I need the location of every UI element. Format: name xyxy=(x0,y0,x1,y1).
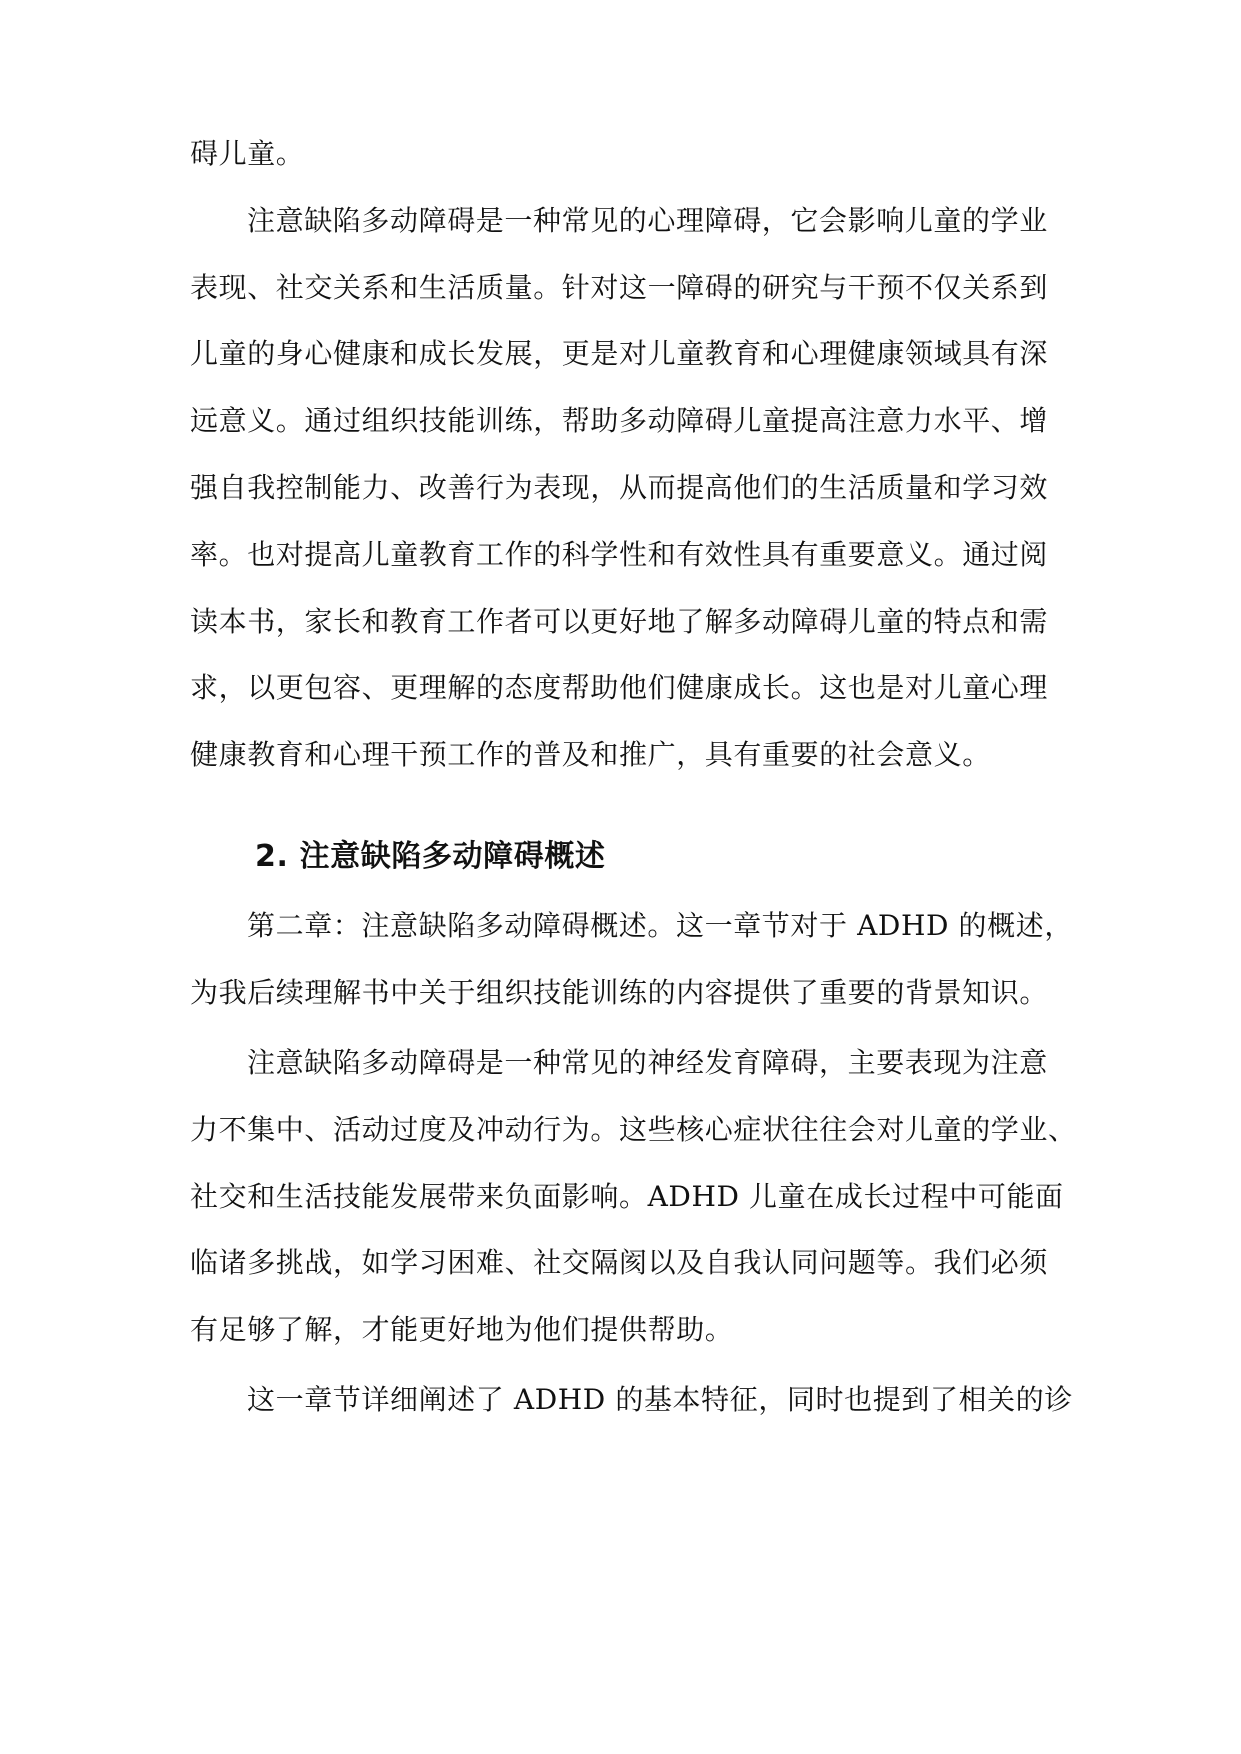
body-text-line: 强自我控制能力、改善行为表现，从而提高他们的生活质量和学习效 xyxy=(190,471,1049,504)
body-text-line: 有足够了解，才能更好地为他们提供帮助。 xyxy=(190,1313,734,1346)
section-heading: 2. 注意缺陷多动障碍概述 xyxy=(255,839,606,874)
body-text-line: 临诸多挑战，如学习困难、社交隔阂以及自我认同问题等。我们必须 xyxy=(190,1246,1049,1279)
body-text-line: 碍儿童。 xyxy=(190,137,305,170)
paragraph-first-line: 注意缺陷多动障碍是一种常见的神经发育障碍，主要表现为注意 xyxy=(247,1046,1048,1079)
body-text-line: 健康教育和心理干预工作的普及和推广，具有重要的社会意义。 xyxy=(190,738,991,771)
paragraph-first-line: 第二章：注意缺陷多动障碍概述。这一章节对于 ADHD 的概述， xyxy=(247,909,1073,942)
body-text-line: 远意义。通过组织技能训练，帮助多动障碍儿童提高注意力水平、增 xyxy=(190,404,1049,437)
paragraph-first-line: 注意缺陷多动障碍是一种常见的心理障碍，它会影响儿童的学业 xyxy=(247,204,1048,237)
body-text-line: 力不集中、活动过度及冲动行为。这些核心症状往往会对儿童的学业、 xyxy=(190,1113,1077,1146)
body-text-line: 儿童的身心健康和成长发展，更是对儿童教育和心理健康领域具有深 xyxy=(190,337,1049,370)
body-text-line: 为我后续理解书中关于组织技能训练的内容提供了重要的背景知识。 xyxy=(190,976,1049,1009)
body-text-line: 表现、社交关系和生活质量。针对这一障碍的研究与干预不仅关系到 xyxy=(190,271,1049,304)
body-text-line: 社交和生活技能发展带来负面影响。ADHD 儿童在成长过程中可能面 xyxy=(190,1180,1064,1213)
body-text-line: 读本书，家长和教育工作者可以更好地了解多动障碍儿童的特点和需 xyxy=(190,605,1049,638)
body-text-line: 求，以更包容、更理解的态度帮助他们健康成长。这也是对儿童心理 xyxy=(190,671,1049,704)
paragraph-first-line: 这一章节详细阐述了 ADHD 的基本特征，同时也提到了相关的诊 xyxy=(247,1383,1073,1416)
body-text-line: 率。也对提高儿童教育工作的科学性和有效性具有重要意义。通过阅 xyxy=(190,538,1049,571)
